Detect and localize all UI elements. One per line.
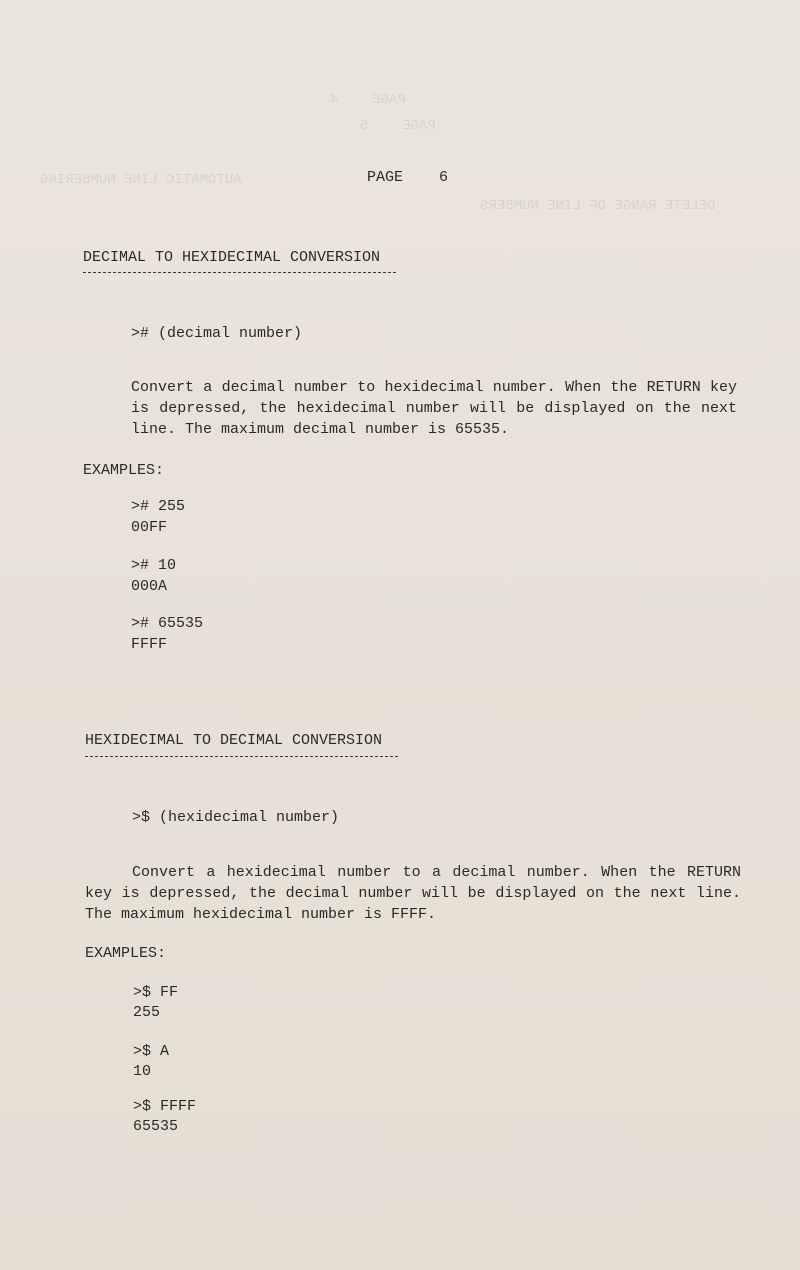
section-title-hex-to-decimal: HEXIDECIMAL TO DECIMAL CONVERSION [85, 732, 383, 749]
title-underline [85, 756, 398, 757]
page-label: PAGE [367, 169, 404, 186]
section-title-decimal-to-hex: DECIMAL TO HEXIDECIMAL CONVERSION [83, 249, 381, 266]
example-input: ># 255 [131, 498, 186, 515]
example-input: ># 10 [131, 557, 177, 574]
command-syntax: ># (decimal number) [131, 325, 303, 342]
example-output: 00FF [131, 519, 168, 536]
examples-label: EXAMPLES: [85, 945, 167, 962]
page-number: 6 [439, 169, 449, 186]
example-output: FFFF [131, 636, 168, 653]
example-output: 65535 [133, 1118, 179, 1135]
example-input: ># 65535 [131, 615, 204, 632]
bleed-through: PAGE 4 [330, 92, 406, 108]
description-paragraph: Convert a decimal number to hexidecimal number. When the RETURN key is depressed, the hexidecimal number will be displayed on the next line. The maximum decimal number is 65535. [131, 379, 737, 438]
bleed-through: PAGE 5 [360, 118, 436, 134]
page-header [367, 168, 448, 188]
example-input: >$ A [133, 1043, 170, 1060]
example-output: 255 [133, 1004, 161, 1021]
example-output: 10 [133, 1063, 152, 1080]
example-input: >$ FF [133, 984, 179, 1001]
description-paragraph: Convert a hexidecimal number to a decimal number. When the RETURN key is depressed, the decimal number will be displayed on the next line. The maximum hexidecimal number is FFFF. [85, 864, 741, 923]
example-input: >$ FFFF [133, 1098, 197, 1115]
title-underline [83, 272, 396, 273]
command-syntax: >$ (hexidecimal number) [132, 809, 340, 826]
examples-label: EXAMPLES: [83, 462, 165, 479]
bleed-through: AUTOMATIC LINE NUMBERING [40, 172, 242, 188]
bleed-through: DELETE RANGE OF LINE NUMBERS [480, 198, 716, 214]
example-output: 000A [131, 578, 168, 595]
